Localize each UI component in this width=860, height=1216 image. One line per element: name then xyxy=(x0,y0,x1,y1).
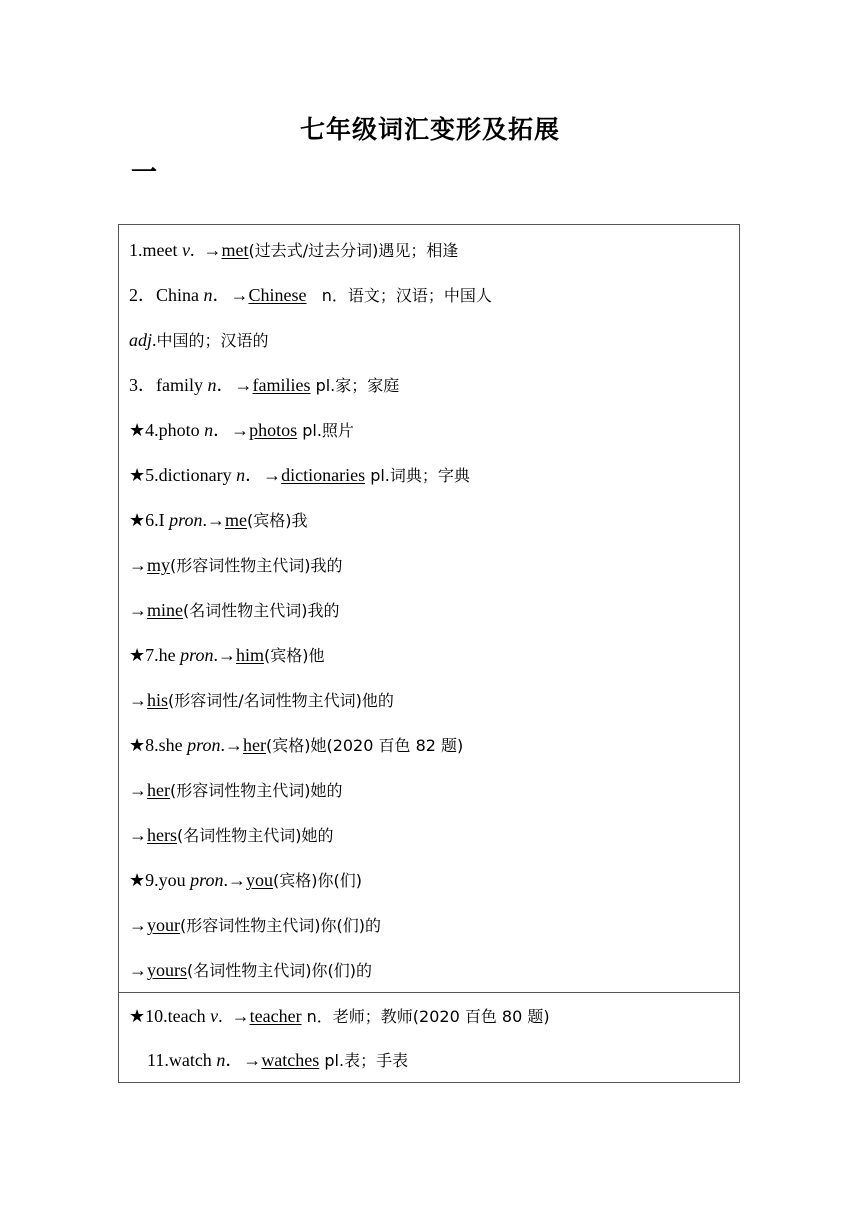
vocab-line xyxy=(129,823,334,848)
answer-word: his xyxy=(147,690,169,710)
meaning: pl.词典；字典 xyxy=(365,466,470,485)
arrow: .→ xyxy=(223,870,246,890)
vocab-line xyxy=(129,1004,550,1029)
answer-word: my xyxy=(147,555,171,575)
vocab-line xyxy=(129,778,342,803)
entry-head: ★9.you xyxy=(129,870,191,890)
meaning: pl.照片 xyxy=(297,421,354,440)
vocab-box-1 xyxy=(118,224,740,993)
answer-word: me xyxy=(224,510,247,530)
entry-head: 2．China xyxy=(129,285,204,305)
vocab-line xyxy=(129,463,470,488)
section-heading: 一 xyxy=(131,158,158,188)
arrow: .→ xyxy=(220,735,243,755)
part-of-speech: pron xyxy=(180,645,214,665)
part-of-speech: pron xyxy=(190,870,224,890)
arrow: → xyxy=(129,825,147,845)
answer-word: Chinese xyxy=(248,285,307,305)
answer-word: watches xyxy=(261,1050,320,1070)
part-of-speech: n xyxy=(204,420,214,440)
answer-word: him xyxy=(235,645,264,665)
meaning: pl.家；家庭 xyxy=(310,376,400,395)
answer-word: photos xyxy=(249,420,298,440)
vocab-line xyxy=(129,733,463,758)
entry-head: ★4.photo xyxy=(129,420,205,440)
part-of-speech: n xyxy=(216,1050,226,1070)
entry-head: 1.meet xyxy=(129,240,182,260)
entry-head: ★10.teach xyxy=(129,1006,211,1026)
answer-word: families xyxy=(252,375,311,395)
meaning: n．语文；汉语；中国人 xyxy=(306,286,492,305)
arrow: → xyxy=(129,960,147,980)
vocab-line xyxy=(129,508,307,533)
meaning: 中国的；汉语的 xyxy=(156,331,269,350)
entry-head: ★7.he xyxy=(129,645,181,665)
part-of-speech: pron xyxy=(169,510,203,530)
answer-word: mine xyxy=(147,600,183,620)
arrow: → xyxy=(129,600,147,620)
meaning: (形容词性/名词性物主代词)他的 xyxy=(168,691,394,710)
arrow: . → xyxy=(218,1006,250,1026)
vocab-line xyxy=(129,913,381,938)
meaning: (名词性物主代词)你(们)的 xyxy=(187,961,372,980)
arrow: ．→ xyxy=(212,285,249,305)
part-of-speech: n xyxy=(236,465,246,485)
meaning: (名词性物主代词)我的 xyxy=(183,601,340,620)
entry-head: ★5.dictionary xyxy=(129,465,237,485)
meaning: (名词性物主代词)她的 xyxy=(177,826,334,845)
entry-head: ★6.I xyxy=(129,510,170,530)
entry-head: 3．family xyxy=(129,375,208,395)
vocab-line xyxy=(129,643,325,668)
vocab-line xyxy=(129,598,340,623)
entry-head: ★8.she xyxy=(129,735,188,755)
part-of-speech: adj xyxy=(129,330,153,350)
arrow: . xyxy=(152,330,157,350)
arrow: ．→ xyxy=(216,375,253,395)
meaning: (宾格)她(2020 百色 82 题) xyxy=(265,736,464,755)
arrow: .→ xyxy=(202,510,225,530)
answer-word: dictionaries xyxy=(281,465,366,485)
meaning: (形容词性物主代词)你(们)的 xyxy=(180,916,381,935)
vocab-box-2 xyxy=(118,992,740,1083)
vocab-line xyxy=(129,688,394,713)
answer-word: met xyxy=(221,240,249,260)
meaning: (过去式/过去分词)遇见；相逢 xyxy=(248,241,459,260)
part-of-speech: n xyxy=(203,285,213,305)
meaning: (宾格)我 xyxy=(246,511,308,530)
vocab-line xyxy=(129,553,343,578)
answer-word: her xyxy=(147,780,170,800)
vocab-line xyxy=(129,958,372,983)
part-of-speech: n xyxy=(207,375,217,395)
answer-word: your xyxy=(147,915,180,935)
meaning: pl.表；手表 xyxy=(319,1051,409,1070)
vocab-line xyxy=(147,1048,408,1073)
vocab-line xyxy=(129,238,458,263)
vocab-line xyxy=(129,328,269,353)
arrow: .→ xyxy=(213,645,236,665)
meaning: n．老师；教师(2020 百色 80 题) xyxy=(301,1007,550,1026)
answer-word: you xyxy=(245,870,273,890)
arrow: → xyxy=(129,555,147,575)
answer-word: teacher xyxy=(249,1006,302,1026)
vocab-line xyxy=(129,418,354,443)
answer-word: hers xyxy=(147,825,177,845)
document-title: 七年级词汇变形及拓展 xyxy=(299,115,560,144)
arrow: → xyxy=(129,915,147,935)
arrow: ．→ xyxy=(213,420,250,440)
meaning: (形容词性物主代词)我的 xyxy=(170,556,343,575)
arrow: → xyxy=(129,780,147,800)
meaning: (宾格)你(们) xyxy=(272,871,362,890)
arrow: ．→ xyxy=(225,1050,262,1070)
part-of-speech: pron xyxy=(187,735,221,755)
meaning: (宾格)他 xyxy=(264,646,325,665)
vocab-line xyxy=(129,373,399,398)
part-of-speech: v xyxy=(210,1006,219,1026)
arrow: → xyxy=(129,690,147,710)
meaning: (形容词性物主代词)她的 xyxy=(169,781,343,800)
arrow: ．→ xyxy=(245,465,282,485)
entry-head: 11.watch xyxy=(147,1050,217,1070)
vocab-line xyxy=(129,283,492,308)
answer-word: yours xyxy=(147,960,187,980)
part-of-speech: v xyxy=(181,240,190,260)
answer-word: her xyxy=(242,735,266,755)
vocab-line xyxy=(129,868,362,893)
arrow: . → xyxy=(189,240,222,260)
